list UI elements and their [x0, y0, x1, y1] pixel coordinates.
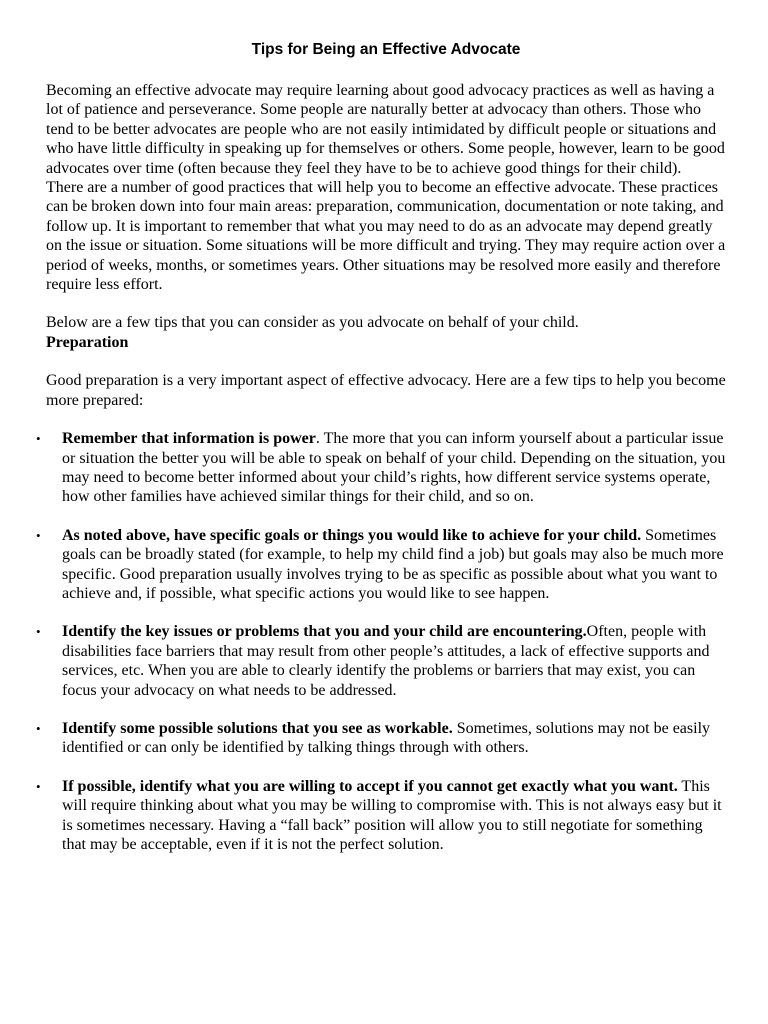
list-item [36, 719, 726, 758]
tips-list [36, 429, 726, 854]
section-intro: Good preparation is a very important aspect of effective advocacy. Here are a few tips to help you become more prepared: [46, 372, 726, 409]
tip-body: Sometimes goals can be broadly stated (for example, to help my child find a job) but goals may also be much more specific. Good preparation usually involves trying to be as specific as possible about what you want to achieve and, if possible, what specific actions you would like to see happen. [62, 526, 724, 602]
bullet-icon: • [36, 778, 41, 794]
document-title: Tips for Being an Effective Advocate [251, 41, 521, 58]
tip-lead: Remember that information is power [62, 430, 316, 448]
bullet-icon: • [36, 527, 41, 543]
tip-lead: Identify the key issues or problems that you and your child are encountering. [62, 623, 587, 641]
bullet-icon: • [36, 624, 41, 640]
list-item [36, 429, 726, 507]
intro-paragraph-2: There are a number of good practices that will help you to become an effective advocate. These practices can be broken down into four main areas: preparation, communication, documentation or note taking, and follow up. It is important to remember that what you may need to do as an advocate may depend greatly on the issue or situation. Some situations will be more difficult and trying. They may require action over a period of weeks, months, or sometimes years. Other situations may be resolved more easily and therefore require less effort. [46, 179, 726, 294]
tip-body: This will require thinking about what you may be willing to compromise with. This is not always easy but it is sometimes necessary. Having a “fall back” position will allow you to still negotiate for something that may be acceptable, even if it is not the perfect solution. [62, 777, 722, 853]
tip-body: Sometimes, solutions may not be easily identified or can only be identified by talking things through with others. [62, 719, 711, 757]
tip-lead: Identify some possible solutions that you see as workable. [62, 719, 453, 737]
bullet-icon: • [36, 720, 41, 736]
tip-lead: If possible, identify what you are willing to accept if you cannot get exactly what you want. [62, 777, 678, 795]
tips-intro: Below are a few tips that you can consider as you advocate on behalf of your child. [46, 314, 579, 332]
tip-body: Often, people with disabilities face barriers that may result from other people’s attitudes, a lack of effective supports and services, etc. When you are able to clearly identify the problems or barriers that may exist, you can focus your advocacy on what needs to be addressed. [62, 623, 710, 699]
tip-lead: As noted above, have specific goals or things you would like to achieve for your child. [62, 526, 642, 544]
bullet-icon: • [36, 431, 41, 447]
tip-body: . The more that you can inform yourself about a particular issue or situation the better you will be able to speak on behalf of your child. Depending on the situation, you may need to become better informed about your child’s rights, how different service systems operate, how other families have achieved similar things for their child, and so on. [62, 430, 726, 506]
list-item [36, 777, 726, 855]
section-heading-preparation: Preparation [46, 333, 129, 351]
document-page [36, 40, 726, 854]
list-item [36, 622, 726, 700]
intro-paragraph-1: Becoming an effective advocate may require learning about good advocacy practices as well as having a lot of patience and perseverance. Some people are naturally better at advocacy than others. Those who tend to be better advocates are people who are not easily intimidated by difficult people or situations and who have little difficulty in speaking up for themselves or others. Some people, however, learn to be good advocates over time (often because they feel they have to be to achieve good things for their child). [46, 82, 725, 177]
list-item [36, 526, 726, 604]
